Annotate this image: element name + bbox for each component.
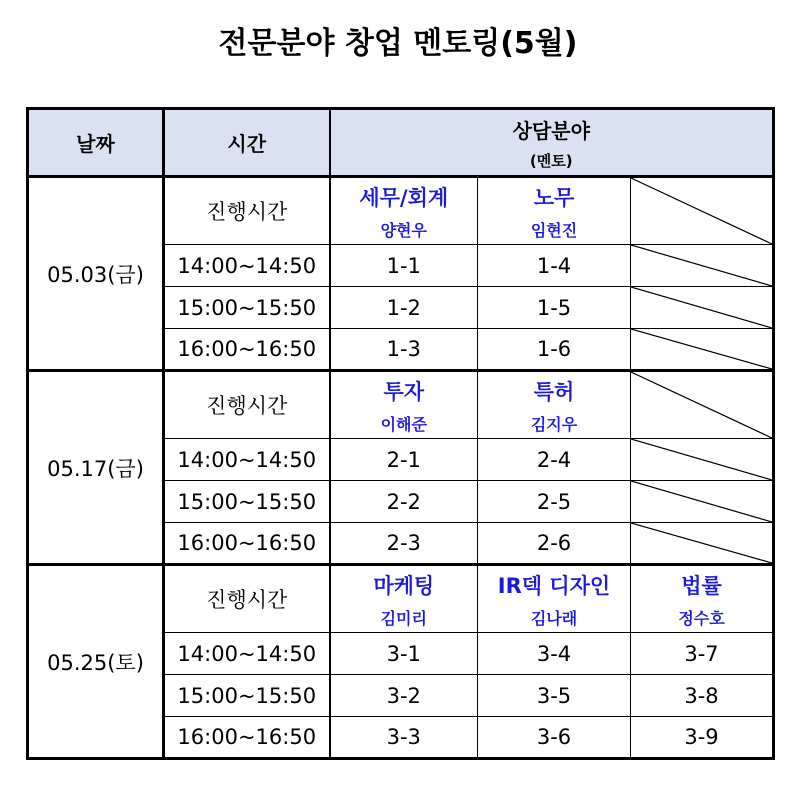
field-cell [330, 177, 478, 245]
session-code-cell: 3-8 [631, 675, 774, 717]
field-name: 마케팅 [373, 573, 435, 598]
time-slot-cell: 14:00~14:50 [164, 439, 330, 481]
session-code-cell: 1-1 [330, 245, 478, 287]
session-code-cell: 2-5 [478, 481, 631, 523]
session-code-cell: 1-5 [478, 287, 631, 329]
field-name: 법률 [681, 573, 722, 598]
session-code-cell: 1-4 [478, 245, 631, 287]
session-code-cell: 2-1 [330, 439, 478, 481]
session-code-cell: 1-2 [330, 287, 478, 329]
mentor-name: 이해준 [380, 414, 427, 434]
field-name: 세무/회계 [359, 185, 449, 210]
header-field-label: 상담분야 [512, 118, 590, 143]
session-code-cell: 1-6 [478, 329, 631, 371]
time-slot-cell: 15:00~15:50 [164, 675, 330, 717]
empty-slot-cell [631, 481, 774, 523]
mentor-name: 김미리 [380, 608, 427, 628]
date-cell: 05.17(금) [28, 371, 164, 565]
field-cell [478, 565, 631, 633]
session-code-cell: 3-2 [330, 675, 478, 717]
empty-slot-cell [631, 439, 774, 481]
field-row [28, 177, 774, 245]
time-label-cell: 진행시간 [164, 565, 330, 633]
diagonal-line [631, 372, 772, 438]
time-label-cell: 진행시간 [164, 371, 330, 439]
session-code-cell: 3-6 [478, 717, 631, 759]
mentor-name: 정수호 [678, 608, 725, 628]
session-code-cell: 2-3 [330, 523, 478, 565]
schedule-table [26, 107, 775, 760]
page-title: 전문분야 창업 멘토링(5월) [218, 26, 578, 61]
field-cell [330, 565, 478, 633]
empty-slot-cell [631, 371, 774, 439]
header-date: 날짜 [28, 109, 164, 177]
field-row [28, 565, 774, 633]
field-cell [330, 371, 478, 439]
empty-slot-cell [631, 245, 774, 287]
session-code-cell: 3-5 [478, 675, 631, 717]
field-name: 노무 [533, 185, 575, 210]
date-cell: 05.25(토) [28, 565, 164, 759]
field-cell [478, 371, 631, 439]
session-code-cell: 1-3 [330, 329, 478, 371]
header-field [330, 109, 774, 177]
field-row [28, 371, 774, 439]
diagonal-line [631, 245, 772, 286]
header-row [28, 109, 774, 177]
session-code-cell: 3-4 [478, 633, 631, 675]
time-slot-cell: 16:00~16:50 [164, 523, 330, 565]
field-name: 투자 [383, 379, 425, 404]
time-slot-cell: 16:00~16:50 [164, 717, 330, 759]
mentor-name: 김지우 [530, 414, 578, 434]
diagonal-line [631, 287, 772, 328]
session-code-cell: 2-4 [478, 439, 631, 481]
session-code-cell: 3-1 [330, 633, 478, 675]
diagonal-line [631, 523, 772, 563]
empty-slot-cell [631, 177, 774, 245]
field-cell [631, 565, 774, 633]
session-code-cell: 3-9 [631, 717, 774, 759]
diagonal-line [631, 439, 772, 480]
time-slot-cell: 15:00~15:50 [164, 481, 330, 523]
diagonal-line [631, 329, 772, 369]
field-name: 특허 [533, 379, 575, 404]
empty-slot-cell [631, 287, 774, 329]
mentor-name: 임현진 [530, 220, 578, 240]
time-slot-cell: 16:00~16:50 [164, 329, 330, 371]
date-cell: 05.03(금) [28, 177, 164, 371]
header-time: 시간 [164, 109, 330, 177]
session-code-cell: 2-6 [478, 523, 631, 565]
diagonal-line [631, 178, 772, 244]
mentor-name: 김나래 [530, 608, 578, 628]
session-code-cell: 3-3 [330, 717, 478, 759]
time-label-cell: 진행시간 [164, 177, 330, 245]
time-slot-cell: 15:00~15:50 [164, 287, 330, 329]
time-slot-cell: 14:00~14:50 [164, 245, 330, 287]
mentor-name: 양현우 [380, 220, 427, 240]
time-slot-cell: 14:00~14:50 [164, 633, 330, 675]
empty-slot-cell [631, 523, 774, 565]
session-code-cell: 2-2 [330, 481, 478, 523]
header-field-sub: (멘토) [529, 151, 573, 170]
field-name: IR덱 디자인 [497, 573, 611, 598]
field-cell [478, 177, 631, 245]
session-code-cell: 3-7 [631, 633, 774, 675]
diagonal-line [631, 481, 772, 522]
empty-slot-cell [631, 329, 774, 371]
